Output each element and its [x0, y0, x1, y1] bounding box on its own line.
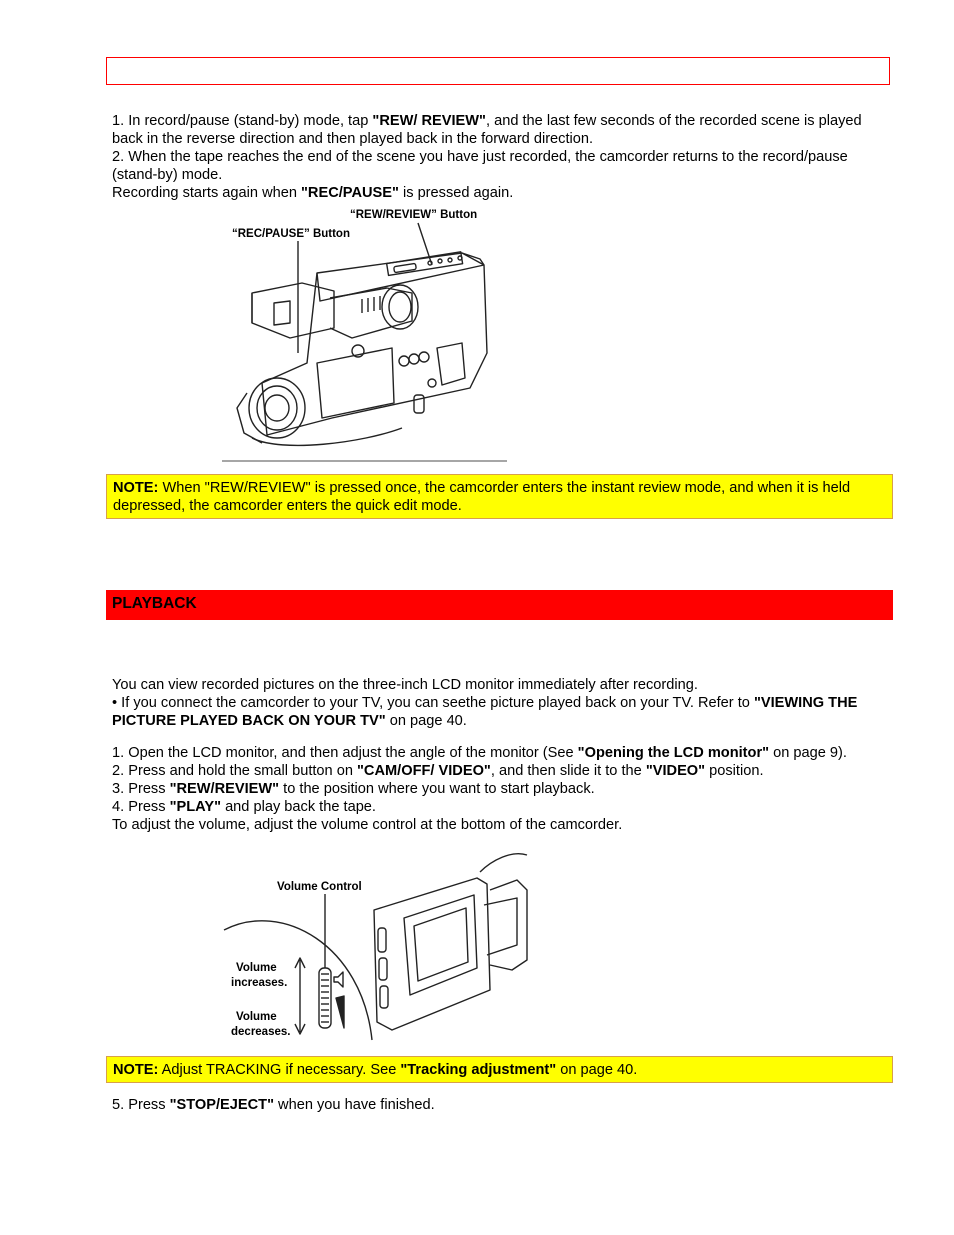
camcorder-rew-review-illustration: [222, 203, 512, 465]
figure-label-rec-pause: “REC/PAUSE” Button: [232, 228, 350, 240]
note-text: When "REW/REVIEW" is pressed once, the camcorder enters the instant review mode, and when it is held depressed, the camcorder enters the quick edit mode.: [113, 480, 851, 514]
playback-step-4: 4. Press "PLAY" and play back the tape.: [112, 799, 376, 815]
playback-steps: [112, 744, 884, 834]
playback-step-5: 5. Press "STOP/EJECT" when you have finished.: [112, 1097, 435, 1113]
camcorder-volume-control-illustration: [222, 850, 532, 1045]
rec-review-instructions: [112, 112, 884, 202]
note-label: NOTE:: [113, 1062, 159, 1078]
note-box-tracking: NOTE: Adjust TRACKING if necessary. See "Tracking adjustment" on page 40.: [106, 1056, 893, 1083]
playback-heading: PLAYBACK: [106, 590, 893, 620]
playback-step-2: 2. Press and hold the small button on "CAM/OFF/ VIDEO", and then slide it to the "VIDEO" position.: [112, 763, 764, 779]
note-box-review: [106, 474, 893, 519]
figure-label-volume-decreases-1: Volume: [236, 1011, 277, 1023]
figure-label-volume-control: Volume Control: [277, 881, 362, 893]
volume-instruction: To adjust the volume, adjust the volume control at the bottom of the camcorder.: [112, 817, 623, 833]
section-header-box: [106, 57, 890, 85]
figure-label-volume-increases-2: increases.: [231, 977, 288, 989]
note-label: NOTE:: [113, 480, 159, 496]
intro-line: You can view recorded pictures on the three-inch LCD monitor immediately after recording.: [112, 677, 698, 693]
step-2: 2. When the tape reaches the end of the scene you have just recorded, the camcorder returns to the record/pause (stand-by) mode.: [112, 149, 848, 183]
tracking-link: "Tracking adjustment": [400, 1062, 557, 1078]
figure-label-volume-increases-1: Volume: [236, 962, 277, 974]
playback-intro: [112, 676, 884, 730]
step-3: Recording starts again when "REC/PAUSE" is pressed again.: [112, 185, 514, 201]
tv-reference: • If you connect the camcorder to your TV, you can seethe picture played back on your TV. Refer to "VIEWING THE PICTURE PLAYED BACK ON YOUR TV" on page 40.: [112, 695, 858, 729]
figure-label-volume-decreases-2: decreases.: [231, 1026, 291, 1038]
figure-label-rew-review: “REW/REVIEW” Button: [350, 209, 478, 221]
step-1: 1. In record/pause (stand-by) mode, tap "REW/ REVIEW", and the last few seconds of the recorded scene is played back in the reverse direction and then played back in the forward direction.: [112, 113, 862, 147]
playback-step-3: 3. Press "REW/REVIEW" to the position where you want to start playback.: [112, 781, 595, 797]
playback-step-1: 1. Open the LCD monitor, and then adjust the angle of the monitor (See "Opening the LCD monitor" on page 9).: [112, 745, 847, 761]
